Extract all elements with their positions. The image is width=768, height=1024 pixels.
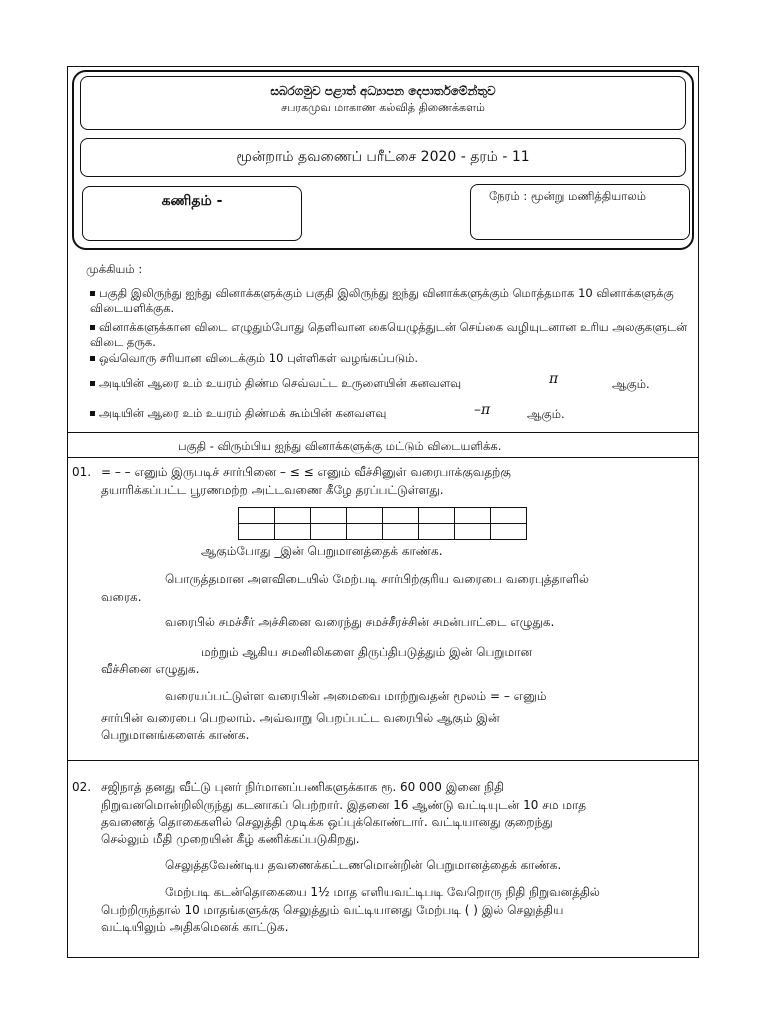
bullet-icon	[90, 291, 95, 296]
table-cell	[455, 524, 491, 540]
department-box	[80, 76, 686, 130]
subject-label: கணிதம் -	[161, 193, 223, 209]
instruction-3	[90, 351, 418, 366]
table-row	[239, 524, 527, 540]
instruction-2	[90, 320, 690, 350]
bullet-icon	[90, 325, 95, 330]
table-cell	[347, 508, 383, 524]
neg-pi-symbol: –π	[474, 402, 491, 418]
question-2-part-b: மேற்படி கடன்தொகையை 1½ மாத எளியவட்டிபடி வேறொரு நிதி நிறுவனத்தில்	[165, 885, 600, 899]
table-cell	[419, 508, 455, 524]
bullet-icon	[90, 381, 95, 386]
instructions-heading: முக்கியம் :	[86, 262, 143, 276]
instruction-3-text: ஒவ்வொரு சரியான விடைக்கும் 10 புள்ளிகள் வழங்கப்படும்.	[99, 351, 419, 365]
table-row	[239, 508, 527, 524]
question-1-part-d: மற்றும் ஆகிய சமனிலிகளை திருப்திபடுத்தும் இன் பெறுமான	[201, 645, 533, 659]
table-cell	[491, 508, 527, 524]
table-cell	[275, 524, 311, 540]
question-2-line-3: தவணைத் தொகைகளில் செலுத்தி முடிக்க ஒப்புக்கொண்டார். வட்டியானது குறைந்து	[101, 815, 553, 829]
question-2-line-4: செல்லும் மீதி முறையின் கீழ் கணிக்கப்படுகிறது.	[101, 832, 360, 846]
exam-title: மூன்றாம் தவணைப் பரீட்சை 2020 - தரம் - 11	[236, 149, 530, 165]
instruction-1	[90, 286, 690, 316]
question-2-line-1: சஜிநாத் தனது வீட்டு புனர் நிர்மானப்பணிகளுக்காக ரூ. 60 000 இனை நிதி	[101, 780, 505, 794]
table-cell	[383, 508, 419, 524]
table-cell	[491, 524, 527, 540]
question-1-part-d-cont: வீச்சினை எழுதுக.	[101, 662, 200, 676]
time-label: நேரம் : மூன்று மணித்தியாலம்	[489, 189, 647, 203]
table-cell	[419, 524, 455, 540]
table-cell	[455, 508, 491, 524]
question-1-part-a: ஆகும்போது _இன் பெறுமானத்தைக் காண்க.	[201, 544, 443, 558]
section-heading: பகுதி - விரும்பிய ஐந்து வினாக்களுக்கு மட்டும் விடையளிக்க.	[178, 439, 502, 453]
sinhala-title: සබරගමුව පළාත් අධ්‍යාපන දෙපාර්තමේන්තුව	[270, 84, 496, 98]
instruction-5	[90, 406, 386, 421]
question-2-line-2: நிறுவனமொன்றிலிருந்து கடனாகப் பெற்றார். இதனை 16 ஆண்டு வட்டியுடன் 10 சம மாத	[101, 798, 587, 812]
question-2-part-b-end: வட்டியிலும் அதிகமெனக் காட்டுக.	[101, 920, 289, 934]
bullet-icon	[90, 356, 95, 361]
tamil-department-title: சபரகமுவ மாகாண கல்வித் திணைக்களம்	[281, 101, 485, 114]
divider	[67, 457, 699, 458]
question-1-part-e-cont: சார்பின் வரைபை பெறலாம். அவ்வாறு பெறப்பட்ட வரைபில் ஆகும் இன்	[101, 711, 500, 725]
table-cell	[239, 508, 275, 524]
question-1-part-b: பொருத்தமான அளவிடையில் மேற்படி சார்பிற்குரிய வரைபை வரைபுத்தாளில்	[165, 572, 589, 586]
time-box	[470, 184, 690, 240]
question-1-part-c: வரைபில் சமச்சீர் அச்சினை வரைந்து சமச்சீரச்சின் சமன்பாட்டை எழுதுக.	[165, 615, 555, 629]
table-cell	[347, 524, 383, 540]
table-cell	[383, 524, 419, 540]
question-2-number: 02.	[72, 780, 92, 794]
instruction-2-text: வினாக்களுக்கான விடை எழுதும்போது தெளிவான கையெழுத்துடன் செய்கை வழியுடனான உரிய அலகுகளுடன் விடை தருக.	[90, 320, 688, 349]
divider	[67, 432, 699, 433]
table-cell	[239, 524, 275, 540]
subject-box	[82, 186, 302, 241]
question-2-part-b-cont: பெற்றிருந்தால் 10 மாதங்களுக்கு செலுத்தும் வட்டியானது மேற்படி ( ) இல் செலுத்திய	[101, 903, 564, 917]
instruction-4-text: அடியின் ஆரை உம் உயரம் திண்ம செவ்வட்ட உருளையின் கனவளவு	[99, 376, 462, 390]
instruction-1-text: பகுதி இலிருந்து ஐந்து வினாக்களுக்கும் பகுதி இலிருந்து ஐந்து வினாக்களுக்கும் மொத்தமாக 10 வினாக்களுக்கு விடையளிக்குக.	[90, 286, 674, 315]
table-cell	[311, 524, 347, 540]
exam-title-box	[80, 138, 686, 177]
divider	[67, 760, 699, 761]
table-cell	[275, 508, 311, 524]
instruction-4-end: ஆகும்.	[612, 377, 650, 391]
question-1-part-e: வரையப்பட்டுள்ள வரைபின் அமைவை மாற்றுவதன் மூலம் = – எனும்	[165, 689, 547, 703]
instruction-5-text: அடியின் ஆரை உம் உயரம் திண்மக் கூம்பின் கனவளவு	[99, 406, 387, 420]
question-1-line-1: = – – எனும் இருபடிச் சார்பினை – ≤ ≤ எனும் வீச்சினுள் வரைபாக்குவதற்கு	[101, 465, 511, 479]
bullet-icon	[90, 411, 95, 416]
instruction-5-end: ஆகும்.	[527, 407, 565, 421]
question-1-part-e-end: பெறுமானங்களைக் காண்க.	[101, 728, 250, 742]
question-1-number: 01.	[72, 465, 92, 479]
table-cell	[311, 508, 347, 524]
value-table	[238, 507, 527, 540]
question-1-part-b-cont: வரைக.	[101, 590, 142, 604]
question-1-line-2: தயாரிக்கப்பட்ட பூரணமற்ற அட்டவணை கீழே தரப்பட்டுள்ளது.	[101, 483, 444, 497]
pi-symbol: π	[549, 371, 559, 387]
question-2-part-a: செலுத்தவேண்டிய தவணைக்கட்டணமொன்றின் பெறுமானத்தைக் காண்க.	[165, 858, 562, 872]
instruction-4	[90, 376, 461, 391]
